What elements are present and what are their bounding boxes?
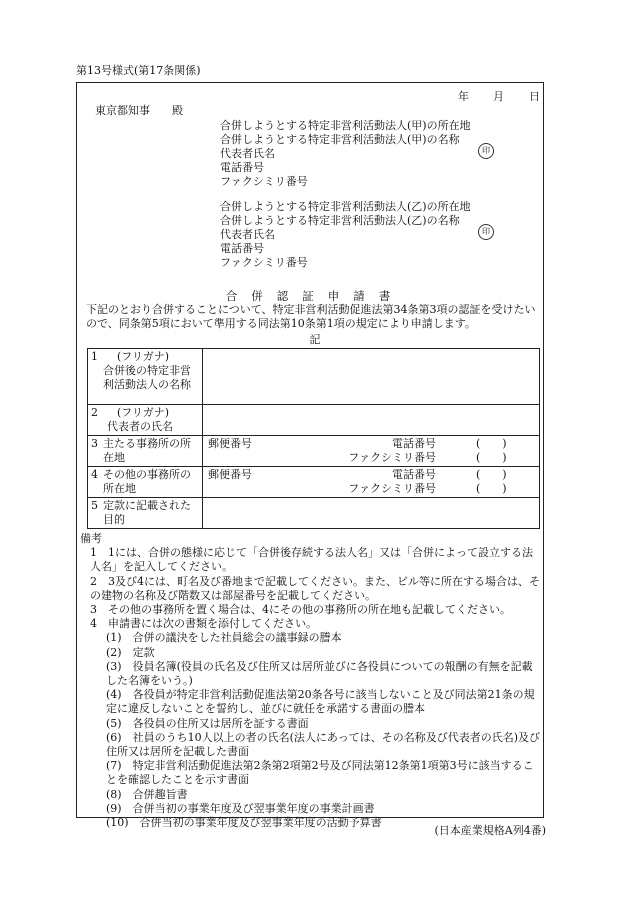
row2-label: 代表者の氏名: [107, 420, 173, 433]
row2-label-cell: [88, 405, 203, 436]
row3-fax-paren: ( ): [476, 451, 507, 464]
row4-value-cell[interactable]: [203, 467, 540, 498]
table-row: [88, 405, 540, 436]
note-1: 1 1には、合併の態様に応じて「合併後存続する法人名」又は「合併によって設立する法人名」を記入してください。: [90, 546, 533, 574]
row1-value-cell[interactable]: [203, 349, 540, 405]
party-b-fax: ファクシミリ番号: [220, 256, 308, 269]
note-4-item-7: (7) 特定非営利活動促進法第2条第2項第2号及び同法第12条第1項第3号に該当することを確認したことを示す書面: [106, 759, 534, 787]
party-b-name: 合併しようとする特定非営利活動法人(乙)の名称: [220, 214, 460, 227]
intro-paragraph: 下記のとおり合併することについて、特定非営利活動促進法第34条第3項の認証を受けたいので、同条第5項において準用する同法第10条第1項の規定により申請します。: [86, 303, 536, 330]
note-4-item-1: (1) 合併の議決をした社員総会の議事録の謄本: [106, 631, 342, 645]
row4-number: 4: [91, 468, 98, 481]
note-4-item-6: (6) 社員のうち10人以上の者の氏名(法人にあっては、その名称及び代表者の氏名)及び住所又は居所を記載した書面: [106, 730, 541, 759]
table-row: [88, 436, 540, 467]
date-day: 日: [529, 90, 540, 103]
note-4: 4 申請書には次の書類を添付してください。: [90, 617, 317, 631]
party-a-representative: 代表者氏名: [220, 147, 275, 160]
party-a-phone: 電話番号: [220, 161, 264, 174]
date-month: 月: [493, 90, 504, 103]
row4-label-cell: [88, 467, 203, 498]
row3-number: 3: [91, 437, 98, 450]
note-4-item-4: (4) 各役員が特定非営利活動促進法第20条各号に該当しないこと及び同法第21条の規定に違反しないことを誓約し、並びに就任を承諾する書面の謄本: [106, 688, 535, 716]
row3-value-cell[interactable]: [203, 436, 540, 467]
date-year: 年: [458, 90, 469, 103]
row1-label-cell: [88, 349, 203, 405]
note-2: 2 3及び4には、町名及び番地まで記載してください。また、ビル等に所在する場合は、その建物の名称及び階数又は部屋番号を記載してください。: [90, 574, 540, 602]
row4-fax-paren: ( ): [476, 482, 507, 495]
row4-postal-code-label: 郵便番号: [208, 468, 252, 481]
party-b-location: 合併しようとする特定非営利活動法人(乙)の所在地: [220, 200, 471, 213]
row3-postal-code-label: 郵便番号: [208, 437, 252, 450]
note-4-item-5: (5) 各役員の住所又は居所を証する書面: [106, 716, 309, 730]
party-b-seal-mark: 印: [478, 224, 494, 240]
row2-furigana: (フリガナ): [117, 406, 170, 419]
note-4-item-9: (9) 合併当初の事業年度及び翌事業年度の事業計画書: [106, 801, 375, 815]
row2-number: 2: [91, 406, 98, 419]
party-b-phone: 電話番号: [220, 242, 264, 255]
row3-phone-paren: ( ): [476, 437, 507, 450]
table-row: [88, 498, 540, 529]
note-4-item-2: (2) 定款: [106, 645, 155, 659]
party-a-name: 合併しようとする特定非営利活動法人(甲)の名称: [220, 133, 460, 146]
application-table: [87, 348, 540, 529]
document-title: 合併認証申請書: [225, 289, 405, 303]
row1-number: 1: [91, 350, 98, 363]
party-a-seal-mark: 印: [478, 143, 494, 159]
note-4-item-8: (8) 合併趣旨書: [106, 787, 188, 801]
party-b-representative: 代表者氏名: [220, 228, 275, 241]
party-a-location: 合併しようとする特定非営利活動法人(甲)の所在地: [220, 119, 471, 132]
addressee: 東京都知事 殿: [95, 104, 183, 117]
party-b-block: [220, 200, 471, 270]
row3-phone-label: 電話番号: [392, 437, 436, 450]
party-a-block: [220, 119, 471, 189]
row5-number: 5: [91, 499, 98, 512]
row4-label: その他の事務所の所在地: [103, 468, 191, 495]
party-a-fax: ファクシミリ番号: [220, 175, 308, 188]
paper-size-note: (日本産業規格A列4番): [434, 824, 546, 837]
notes-section: [80, 532, 542, 830]
table-row: [88, 349, 540, 405]
note-3: 3 その他の事務所を置く場合は、4にその他の事務所の所在地も記載してください。: [90, 603, 511, 617]
row3-fax-label: ファクシミリ番号: [348, 451, 436, 464]
row4-phone-label: 電話番号: [392, 468, 436, 481]
note-4-item-3: (3) 役員名簿(役員の氏名及び住所又は居所並びに各役員についての報酬の有無を記載した名簿をいう。): [106, 659, 533, 688]
notes-heading: 備考: [80, 532, 102, 545]
row4-fax-label: ファクシミリ番号: [348, 482, 436, 495]
note-4-item-10: (10) 合併当初の事業年度及び翌事業年度の活動予算書: [106, 816, 382, 830]
table-row: [88, 467, 540, 498]
row5-label: 定款に記載された目的: [103, 499, 191, 526]
row4-phone-paren: ( ): [476, 468, 507, 481]
ki-heading: 記: [309, 333, 321, 346]
row1-furigana: (フリガナ): [117, 350, 170, 363]
row1-label: 合併後の特定非営利活動法人の名称: [103, 364, 191, 391]
row3-label-cell: [88, 436, 203, 467]
row2-value-cell[interactable]: [203, 405, 540, 436]
form-number: 第13号様式(第17条関係): [76, 64, 201, 77]
row5-value-cell[interactable]: [203, 498, 540, 529]
row5-label-cell: [88, 498, 203, 529]
row3-label: 主たる事務所の所在地: [103, 437, 191, 464]
